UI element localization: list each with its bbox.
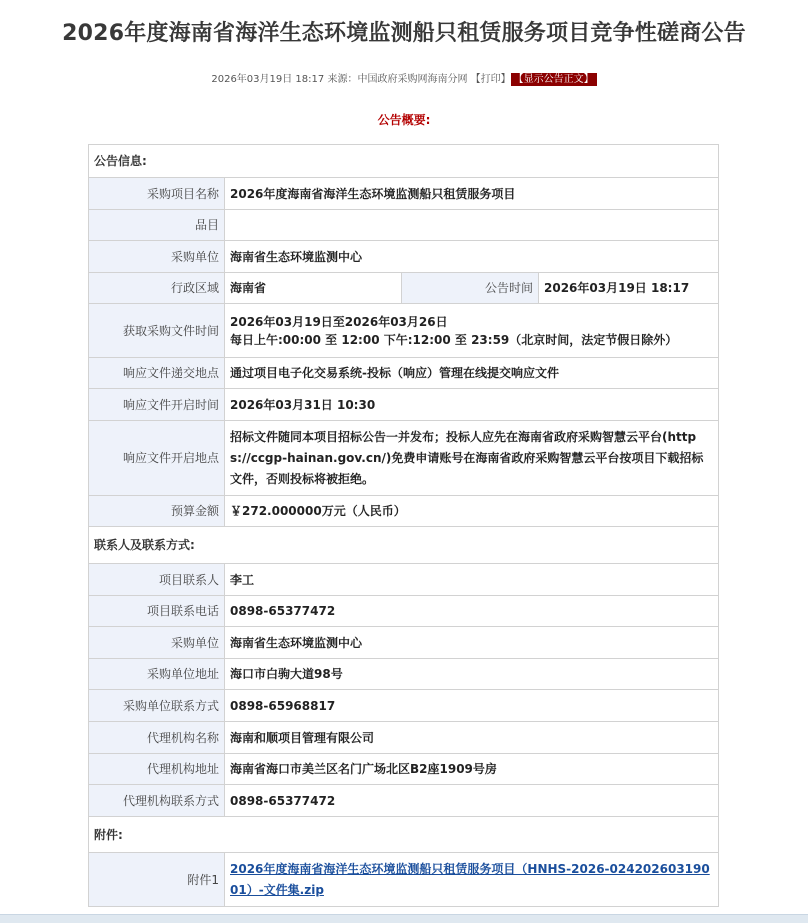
announcement-meta (0, 70, 808, 86)
announcement-summary-table (88, 144, 719, 907)
contact-person-value: 李工 (225, 564, 719, 596)
agency-address-value: 海南省海口市美兰区名门广场北区B2座1909号房 (225, 754, 719, 785)
buyer-value: 海南省生态环境监测中心 (225, 241, 719, 273)
open-place-value: 招标文件随同本项目招标公告一并发布；投标人应先在海南省政府采购智慧云平台(https://ccgp-hainan.gov.cn/)免费申请账号在海南省政府采购智慧云平台按项目下载招标文件，否则投标将被拒绝。 (225, 421, 719, 496)
row-label: 行政区域 (89, 273, 225, 304)
row-label: 采购单位地址 (89, 659, 225, 690)
table-row (89, 496, 719, 527)
row-label: 响应文件开启地点 (89, 421, 225, 496)
table-row (89, 627, 719, 659)
table-row (89, 659, 719, 690)
section-heading-attachment: 附件: (89, 817, 719, 853)
table-row (89, 178, 719, 210)
row-label: 公告时间 (402, 273, 539, 304)
section-row-contact (89, 527, 719, 564)
row-label: 采购项目名称 (89, 178, 225, 210)
row-label: 代理机构地址 (89, 754, 225, 785)
publish-datetime: 2026年03月19日 18:17 (211, 74, 325, 85)
table-row (89, 304, 719, 358)
table-row (89, 421, 719, 496)
table-row (89, 273, 719, 304)
section-row-attachment (89, 817, 719, 853)
row-label: 代理机构名称 (89, 722, 225, 754)
announce-time-value: 2026年03月19日 18:17 (539, 273, 719, 304)
summary-heading: 公告概要: (377, 113, 431, 127)
attachment-1-link[interactable]: 2026年度海南省海洋生态环境监测船只租赁服务项目（HNHS-2026-02420260319001）-文件集.zip (230, 861, 710, 897)
open-time-value: 2026年03月31日 10:30 (225, 389, 719, 421)
section-heading-contact: 联系人及联系方式: (89, 527, 719, 564)
row-label: 采购单位 (89, 627, 225, 659)
row-label: 采购单位联系方式 (89, 690, 225, 722)
agency-name-value: 海南和顺项目管理有限公司 (225, 722, 719, 754)
table-row (89, 754, 719, 785)
budget-value: ￥272.000000万元（人民币） (225, 496, 719, 527)
table-row (89, 785, 719, 817)
buyer-contact-value: 0898-65968817 (225, 690, 719, 722)
section-heading-info: 公告信息: (89, 145, 719, 178)
item-value (225, 210, 719, 241)
section-row-info (89, 145, 719, 178)
submit-place-value: 通过项目电子化交易系统-投标（响应）管理在线提交响应文件 (225, 358, 719, 389)
row-label: 预算金额 (89, 496, 225, 527)
doc-time-value (225, 304, 719, 358)
table-row (89, 358, 719, 389)
row-label: 附件1 (89, 853, 225, 907)
print-link[interactable]: 【打印】 (470, 74, 511, 85)
project-name-value: 2026年度海南省海洋生态环境监测船只租赁服务项目 (225, 178, 719, 210)
row-label: 项目联系电话 (89, 596, 225, 627)
row-label: 响应文件开启时间 (89, 389, 225, 421)
region-value: 海南省 (225, 273, 402, 304)
table-row (89, 596, 719, 627)
page-title: 2026年度海南省海洋生态环境监测船只租赁服务项目竞争性磋商公告 (62, 21, 746, 46)
attachment-cell (225, 853, 719, 907)
table-row (89, 722, 719, 754)
row-label: 采购单位 (89, 241, 225, 273)
buyer-name-value: 海南省生态环境监测中心 (225, 627, 719, 659)
row-label: 代理机构联系方式 (89, 785, 225, 817)
table-row (89, 389, 719, 421)
show-full-text-button[interactable]: 【显示公告正文】 (511, 73, 597, 86)
row-label: 响应文件递交地点 (89, 358, 225, 389)
table-row (89, 690, 719, 722)
doc-time-hours: 每日上午:00:00 至 12:00 下午:12:00 至 23:59（北京时间，法定节假日除外） (230, 332, 678, 347)
contact-phone-value: 0898-65377472 (225, 596, 719, 627)
source-label: 来源： (327, 74, 358, 85)
doc-time-dates: 2026年03月19日至2026年03月26日 (230, 314, 448, 329)
agency-contact-value: 0898-65377472 (225, 785, 719, 817)
row-label: 获取采购文件时间 (89, 304, 225, 358)
source-name: 中国政府采购网海南分网 (357, 74, 468, 85)
table-row (89, 853, 719, 907)
table-row (89, 241, 719, 273)
buyer-address-value: 海口市白驹大道98号 (225, 659, 719, 690)
table-row (89, 564, 719, 596)
row-label: 品目 (89, 210, 225, 241)
table-row (89, 210, 719, 241)
row-label: 项目联系人 (89, 564, 225, 596)
